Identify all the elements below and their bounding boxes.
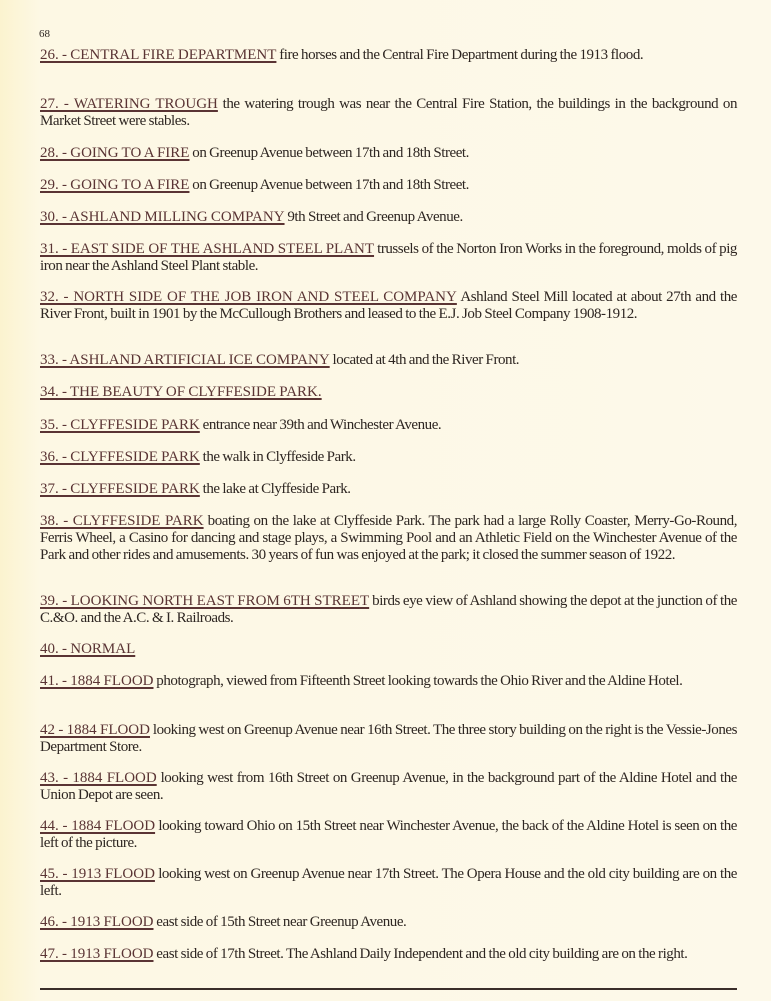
- caption-entry: [40, 145, 737, 162]
- caption-heading: 29. - GOING TO A FIRE: [40, 177, 190, 193]
- caption-text: photograph, viewed from Fifteenth Street looking towards the Ohio River and the Aldine Hotel.: [153, 673, 683, 689]
- caption-entry: [40, 593, 737, 627]
- caption-entry: [40, 914, 737, 931]
- caption-text: on Greenup Avenue between 17th and 18th Street.: [189, 145, 469, 161]
- caption-text: looking west from 16th Street on Greenup Avenue, in the background part of the Aldine Hotel and the Union Depot are seen.: [40, 770, 737, 803]
- caption-entry: [40, 770, 737, 804]
- caption-entry: [40, 641, 737, 658]
- caption-entry: [40, 384, 737, 401]
- bottom-rule: [40, 988, 737, 990]
- caption-entry: [40, 481, 737, 498]
- caption-text: located at 4th and the River Front.: [329, 352, 520, 368]
- caption-text: the watering trough was near the Central Fire Station, the buildings in the background on Market Street were stables.: [40, 96, 737, 129]
- caption-entry: [40, 209, 737, 226]
- caption-heading: 34. - THE BEAUTY OF CLYFFESIDE PARK.: [40, 384, 322, 400]
- caption-heading: 42 - 1884 FLOOD: [40, 722, 150, 738]
- caption-heading: 40. - NORMAL: [40, 641, 136, 657]
- caption-entry: [40, 352, 737, 369]
- caption-entry: [40, 673, 737, 690]
- caption-text: boating on the lake at Clyffeside Park. The park had a large Rolly Coaster, Merry-Go-Round, Ferris Wheel, a Casino for dancing and stage plays, a Swimming Pool and an Athletic Field on the Winchester Avenue of the Park and other rides and amusements. 30 years of fun was enjoyed at the park; it closed the summer season of 1922.: [40, 513, 738, 563]
- caption-entry: [40, 177, 737, 194]
- caption-heading: 33. - ASHLAND ARTIFICIAL ICE COMPANY: [40, 352, 330, 368]
- caption-entry: [40, 449, 737, 466]
- caption-heading: 30. - ASHLAND MILLING COMPANY: [40, 209, 285, 225]
- caption-text: looking west on Greenup Avenue near 16th Street. The three story building on the right is the Vessie-Jones Department Store.: [40, 722, 737, 755]
- caption-heading: 37. - CLYFFESIDE PARK: [40, 481, 200, 497]
- caption-text: the lake at Clyffeside Park.: [199, 481, 351, 497]
- caption-heading: 43. - 1884 FLOOD: [40, 770, 157, 786]
- caption-entry: [40, 722, 737, 756]
- caption-text: the walk in Clyffeside Park.: [199, 449, 356, 465]
- caption-entry: [40, 417, 737, 434]
- caption-text: entrance near 39th and Winchester Avenue.: [199, 417, 442, 433]
- caption-heading: 36. - CLYFFESIDE PARK: [40, 449, 200, 465]
- caption-heading: 41. - 1884 FLOOD: [40, 673, 154, 689]
- caption-entry: [40, 47, 660, 64]
- caption-text: looking toward Ohio on 15th Street near Winchester Avenue, the back of the Aldine Hotel is seen on the left of the picture.: [40, 818, 738, 851]
- caption-heading: 26. - CENTRAL FIRE DEPARTMENT: [40, 47, 277, 63]
- caption-entry: [40, 866, 737, 900]
- caption-heading: 35. - CLYFFESIDE PARK: [40, 417, 200, 433]
- caption-entry: [40, 946, 737, 963]
- caption-entry: [40, 513, 737, 564]
- caption-text: fire horses and the Central Fire Department during the 1913 flood.: [276, 47, 644, 63]
- caption-heading: 39. - LOOKING NORTH EAST FROM 6TH STREET: [40, 593, 370, 609]
- caption-text: 9th Street and Greenup Avenue.: [284, 209, 463, 225]
- caption-heading: 31. - EAST SIDE OF THE ASHLAND STEEL PLANT: [40, 241, 375, 257]
- caption-text: looking west on Greenup Avenue near 17th Street. The Opera House and the old city building are on the left.: [40, 866, 737, 899]
- caption-heading: 27. - WATERING TROUGH: [40, 96, 218, 112]
- caption-entry: [40, 818, 737, 852]
- caption-heading: 38. - CLYFFESIDE PARK: [40, 513, 204, 529]
- caption-entry: [40, 241, 737, 275]
- caption-heading: 46. - 1913 FLOOD: [40, 914, 154, 930]
- caption-entry: [40, 289, 737, 323]
- caption-heading: 45. - 1913 FLOOD: [40, 866, 155, 882]
- caption-heading: 47. - 1913 FLOOD: [40, 946, 154, 962]
- caption-text: on Greenup Avenue between 17th and 18th Street.: [189, 177, 469, 193]
- caption-entry: [40, 96, 737, 130]
- caption-heading: 44. - 1884 FLOOD: [40, 818, 156, 834]
- page-number: 68: [39, 28, 50, 40]
- caption-text: east side of 17th Street. The Ashland Daily Independent and the old city building are on the right.: [153, 946, 688, 962]
- caption-heading: 32. - NORTH SIDE OF THE JOB IRON AND STEEL COMPANY: [40, 289, 457, 305]
- caption-text: trussels of the Norton Iron Works in the foreground, molds of pig iron near the Ashland Steel Plant stable.: [40, 241, 737, 274]
- caption-heading: 28. - GOING TO A FIRE: [40, 145, 190, 161]
- caption-text: Ashland Steel Mill located at about 27th and the River Front, built in 1901 by the McCullough Brothers and leased to the E.J. Job Steel Company 1908-1912.: [40, 289, 737, 322]
- caption-text: birds eye view of Ashland showing the depot at the junction of the C.&O. and the A.C. & I. Railroads.: [40, 593, 737, 626]
- caption-text: east side of 15th Street near Greenup Avenue.: [153, 914, 407, 930]
